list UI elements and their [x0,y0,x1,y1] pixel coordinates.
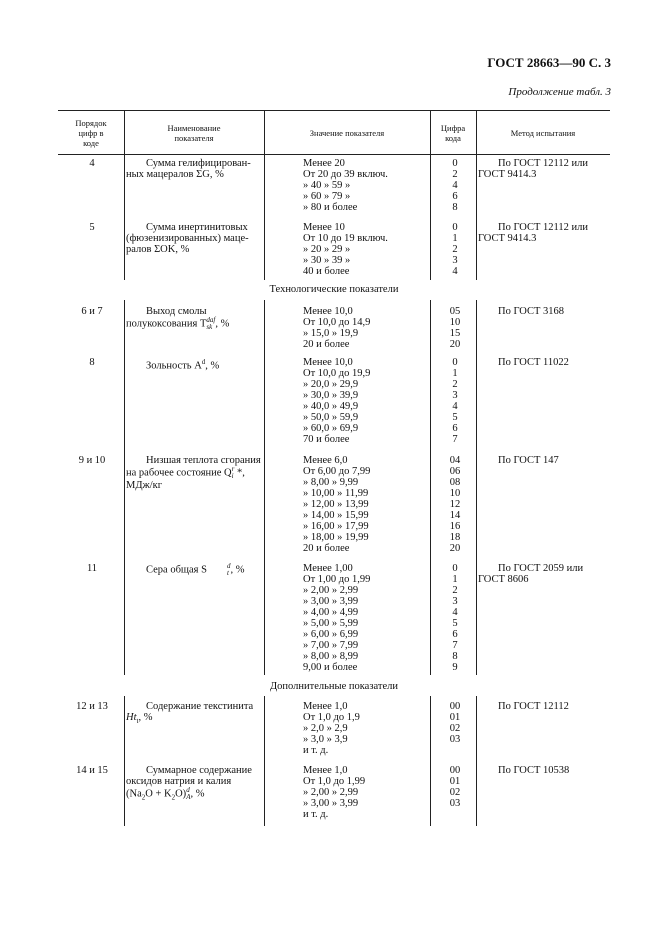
row-digits: 05 10 15 20 [449,306,461,350]
col-header-name: Наименование показателя [167,123,221,143]
col-divider-3c [430,696,431,826]
row-values: Менее 1,0 От 1,0 до 1,9 » 2,0 » 2,9 » 3,0 » 3,9 и т. д. [303,701,360,756]
row-name: Зольность $A^d$, % [146,358,220,372]
row-code: 14 и 15 [76,765,108,776]
table-continuation: Продолжение табл. 3 [508,86,611,98]
row-digits: 00 01 02 03 [449,701,461,745]
row-values: Менее 1,0 От 1,0 до 1,99 » 2,00 » 2,99 » 3,00 » 3,99 и т. д. [303,765,366,820]
col-header-value: Значение показателя [309,128,385,138]
row-code: 4 [89,158,95,169]
row-method: По ГОСТ 2059 или ГОСТ 8606 [478,563,584,585]
col-divider-1c [124,696,125,826]
col-divider-3b [430,300,431,675]
row-digits: 04 06 08 10 12 14 16 18 20 [449,455,461,554]
page-header: ГОСТ 28663—90 С. 3 [487,55,611,70]
col-divider-2b [264,300,265,675]
row-digits: 0 1 2 3 4 [452,222,458,277]
row-method: По ГОСТ 10538 [498,765,570,776]
row-name: Низшая теплота сгорания на рабочее состояние Q r i *, МДж/кг [126,455,261,491]
row-digits: 0 1 2 3 4 5 6 7 [452,357,458,445]
section-technological: Технологические показатели [269,284,399,295]
row-method: По ГОСТ 147 [498,455,559,466]
row-values: Менее 10 От 10 до 19 включ. » 20 » 29 » » 30 » 39 » 40 и более [303,222,388,277]
col-divider-4c [476,696,477,826]
row-code: 12 и 13 [76,701,108,712]
table-head-rule [58,154,610,155]
row-values: Менее 10,0 От 10,0 до 19,9 » 20,0 » 29,9 » 30,0 » 39,9 » 40,0 » 49,9 » 50,0 » 59,9 » 60,0 » 69,9 70 и более [303,357,371,445]
row-values: Менее 1,00 От 1,00 до 1,99 » 2,00 » 2,99 » 3,00 » 3,99 » 4,00 » 4,99 » 5,00 » 5,99 » 6,00 » 6,99 » 7,00 » 7,99 » 8,00 » 8,99 9,00 и более [303,563,371,673]
col-divider-1b [124,300,125,675]
row-name: Выход смолы полукоксования T daf sk , % [126,306,230,331]
row-method: По ГОСТ 11022 [498,357,569,368]
row-method: По ГОСТ 12112 или ГОСТ 9414.3 [478,222,588,244]
col-header-method: Метод испытания [510,128,576,138]
row-code: 11 [86,563,98,574]
row-digits: 0 2 4 6 8 [452,158,458,213]
col-divider-2c [264,696,265,826]
row-name: Содержание текстинита $Ht_t$, % [126,701,254,726]
row-name: Сумма инертинитовых (фюзенизированных) маце- ралов ΣOK, % [126,222,249,255]
col-divider-4b [476,300,477,675]
row-values: Менее 10,0 От 10,0 до 14,9 » 15,0 » 19,9 20 и более [303,306,371,350]
row-name: Сумма гелифицирован- ных мацералов ΣG, % [126,158,251,180]
row-digits: 00 01 02 03 [449,765,461,809]
row-values: Менее 20 От 20 до 39 включ. » 40 » 59 » » 60 » 79 » » 80 и более [303,158,388,213]
row-name: Суммарное содержание оксидов натрия и калия $(Na_2O + K_2O)$ d A , % [126,765,252,802]
col-header-order: Порядок цифр в коде [75,118,107,148]
row-code: 6 и 7 [81,306,103,317]
col-header-digit: Цифра кода [440,123,466,143]
row-code: 8 [89,357,95,368]
row-values: Менее 6,0 От 6,00 до 7,99 » 8,00 » 9,99 » 10,00 » 11,99 » 12,00 » 13,99 » 14,00 » 15,99 » 16,00 » 17,99 » 18,00 » 19,99 20 и более [303,455,371,554]
row-method: По ГОСТ 3168 [498,306,565,317]
section-additional: Дополнительные показатели [270,681,398,692]
row-code: 5 [89,222,95,233]
row-method: По ГОСТ 12112 или ГОСТ 9414.3 [478,158,588,180]
row-digits: 0 1 2 3 4 5 6 7 8 9 [452,563,458,673]
row-name: Сера общая S d t , % [146,562,245,577]
row-code: 9 и 10 [78,455,106,466]
table-top-rule [58,110,610,111]
row-method: По ГОСТ 12112 [498,701,569,712]
